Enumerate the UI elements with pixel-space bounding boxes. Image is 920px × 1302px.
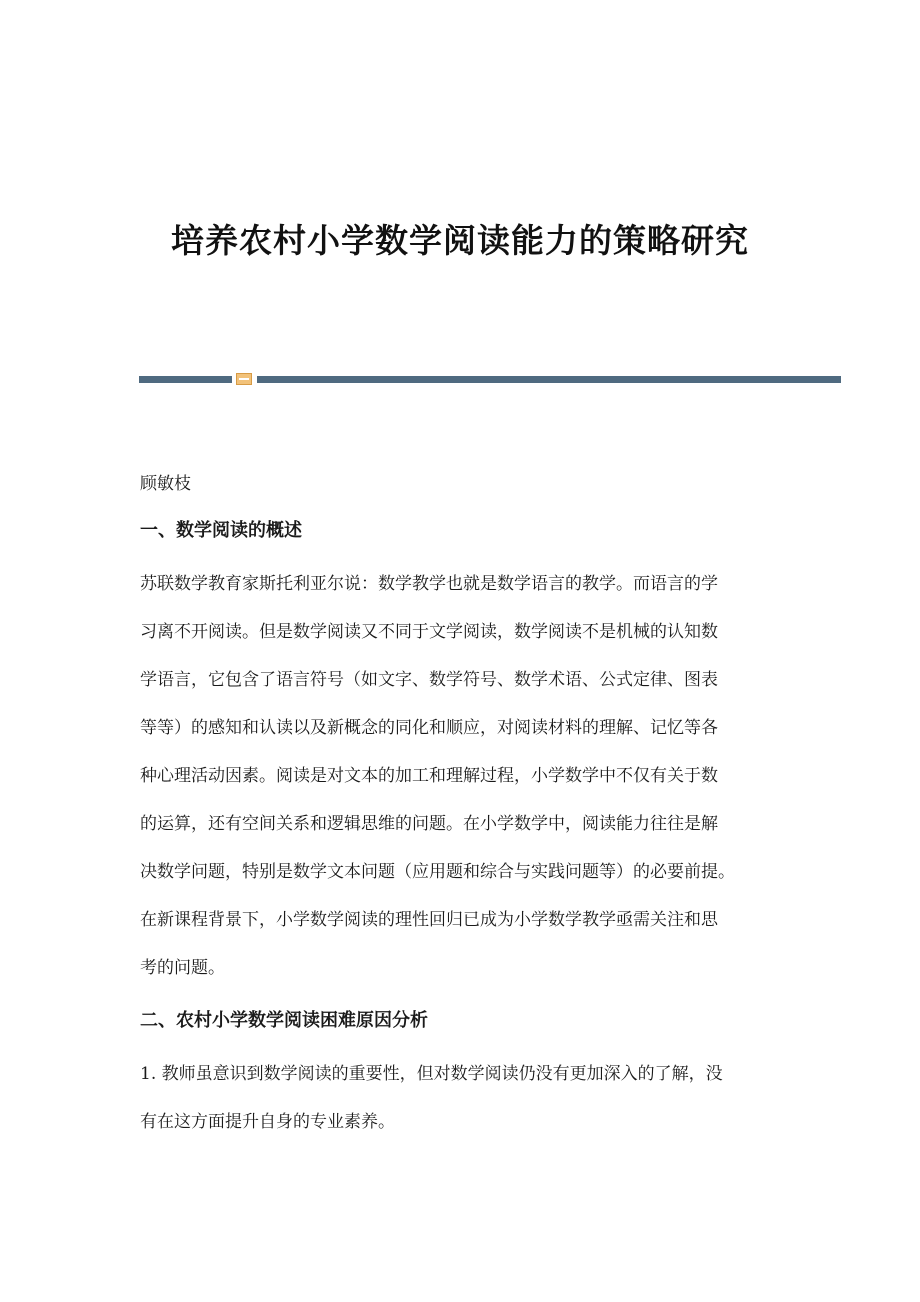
section-heading-1: 一、数学阅读的概述 xyxy=(140,520,302,541)
paragraph-line: 种心理活动因素。阅读是对文本的加工和理解过程，小学数学中不仅有关于数 xyxy=(140,766,718,786)
paragraph-line: 苏联数学教育家斯托利亚尔说：数学教学也就是数学语言的教学。而语言的学 xyxy=(140,574,718,594)
paragraph-line: 考的问题。 xyxy=(140,958,225,978)
paragraph-line: 1. 教师虽意识到数学阅读的重要性，但对数学阅读仍没有更加深入的了解，没 xyxy=(140,1064,723,1084)
paragraph-line: 在新课程背景下，小学数学阅读的理性回归已成为小学数学教学亟需关注和思 xyxy=(140,910,718,930)
section-1-paragraph xyxy=(140,560,790,992)
paragraph-line: 习离不开阅读。但是数学阅读又不同于文学阅读，数学阅读不是机械的认知数 xyxy=(140,622,718,642)
divider-bar-right xyxy=(257,376,841,383)
paragraph-line: 等等）的感知和认读以及新概念的同化和顺应，对阅读材料的理解、记忆等各 xyxy=(140,718,718,738)
author-name: 顾敏枝 xyxy=(140,474,191,494)
divider-ornament-icon xyxy=(236,373,252,385)
paragraph-line: 学语言，它包含了语言符号（如文字、数学符号、数学术语、公式定律、图表 xyxy=(140,670,718,690)
section-2-paragraph xyxy=(140,1050,790,1146)
paragraph-line: 的运算，还有空间关系和逻辑思维的问题。在小学数学中，阅读能力往往是解 xyxy=(140,814,718,834)
document-body xyxy=(140,466,790,1156)
divider-bar-left xyxy=(139,376,232,383)
paragraph-line: 决数学问题，特别是数学文本问题（应用题和综合与实践问题等）的必要前提。 xyxy=(140,862,735,882)
paragraph-line: 有在这方面提升自身的专业素养。 xyxy=(140,1112,395,1132)
document-title: 培养农村小学数学阅读能力的策略研究 xyxy=(171,221,749,260)
section-heading-2: 二、农村小学数学阅读困难原因分析 xyxy=(140,1010,428,1031)
title-divider xyxy=(139,372,841,386)
